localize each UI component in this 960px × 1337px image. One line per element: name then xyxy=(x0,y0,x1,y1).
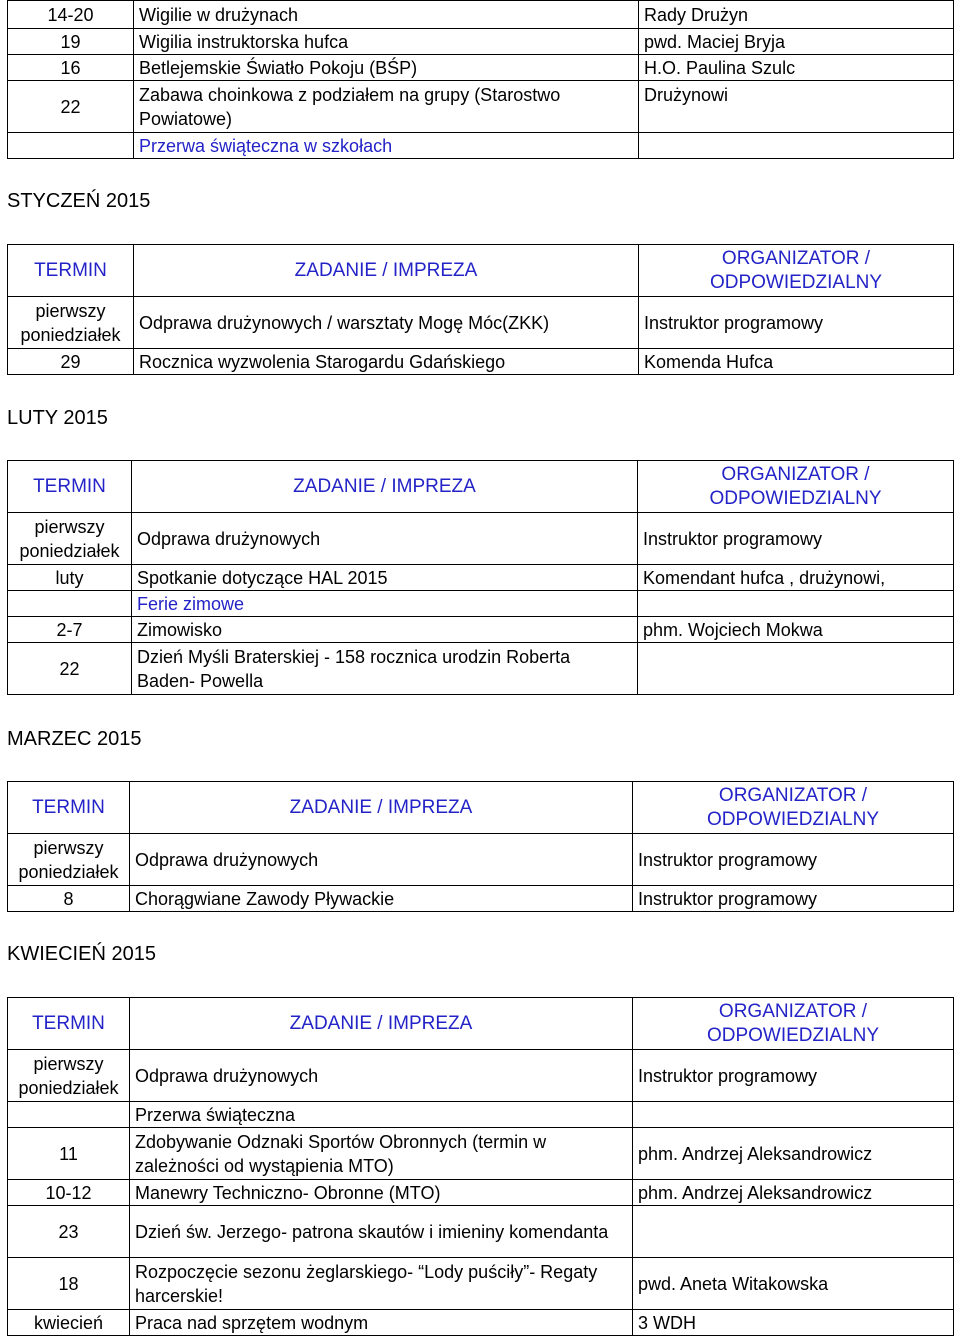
termin-cell: kwiecień xyxy=(8,1310,130,1336)
zadanie-cell: Wigilia instruktorska hufca xyxy=(134,29,639,55)
table-row xyxy=(8,565,954,591)
header-row xyxy=(8,782,954,834)
table-row xyxy=(8,1128,954,1180)
zadanie-cell: Zabawa choinkowa z podziałem na grupy (Starostwo Powiatowe) xyxy=(134,81,639,133)
table-row xyxy=(8,886,954,912)
december-table xyxy=(7,0,954,159)
organizator-cell: Instruktor programowy xyxy=(639,297,954,349)
zadanie-cell: Rocznica wyzwolenia Starogardu Gdańskiego xyxy=(134,349,639,375)
month-title-kwiecien: KWIECIEŃ 2015 xyxy=(7,943,156,965)
header-zadanie: ZADANIE / IMPREZA xyxy=(134,245,639,297)
styczen-table xyxy=(7,244,954,375)
header-organizator: ORGANIZATOR / ODPOWIEDZIALNY xyxy=(639,245,954,297)
termin-cell: 22 xyxy=(8,81,134,133)
header-organizator: ORGANIZATOR / ODPOWIEDZIALNY xyxy=(633,782,954,834)
organizator-cell xyxy=(638,591,954,617)
organizator-cell: phm. Wojciech Mokwa xyxy=(638,617,954,643)
luty-table xyxy=(7,460,954,695)
organizator-cell: Komenda Hufca xyxy=(639,349,954,375)
header-termin: TERMIN xyxy=(8,998,130,1050)
organizator-cell xyxy=(633,1206,954,1258)
kwiecien-table xyxy=(7,997,954,1336)
table-row xyxy=(8,617,954,643)
zadanie-cell: Wigilie w drużynach xyxy=(134,1,639,29)
table-row xyxy=(8,1258,954,1310)
termin-cell: pierwszy poniedziałek xyxy=(8,1050,130,1102)
termin-cell: luty xyxy=(8,565,132,591)
termin-cell: 2-7 xyxy=(8,617,132,643)
termin-cell xyxy=(8,133,134,159)
termin-cell: 19 xyxy=(8,29,134,55)
zadanie-cell: Spotkanie dotyczące HAL 2015 xyxy=(132,565,638,591)
organizator-cell: Drużynowi xyxy=(639,81,954,133)
organizator-cell xyxy=(639,133,954,159)
marzec-table xyxy=(7,781,954,912)
organizator-cell xyxy=(633,1102,954,1128)
month-title-luty: LUTY 2015 xyxy=(7,407,108,429)
organizator-cell: Instruktor programowy xyxy=(633,1050,954,1102)
zadanie-cell: Przerwa świąteczna xyxy=(130,1102,633,1128)
table-row xyxy=(8,1206,954,1258)
organizator-cell: pwd. Aneta Witakowska xyxy=(633,1258,954,1310)
table-row xyxy=(8,133,954,159)
table-row xyxy=(8,513,954,565)
table-row xyxy=(8,1102,954,1128)
table-row xyxy=(8,349,954,375)
organizator-cell: 3 WDH xyxy=(633,1310,954,1336)
termin-cell: pierwszy poniedziałek xyxy=(8,513,132,565)
termin-cell xyxy=(8,591,132,617)
zadanie-cell: Zimowisko xyxy=(132,617,638,643)
termin-cell: 23 xyxy=(8,1206,130,1258)
organizator-cell: pwd. Maciej Bryja xyxy=(639,29,954,55)
table-row xyxy=(8,834,954,886)
termin-cell: 18 xyxy=(8,1258,130,1310)
header-row xyxy=(8,461,954,513)
header-zadanie: ZADANIE / IMPREZA xyxy=(130,782,633,834)
organizator-cell: phm. Andrzej Aleksandrowicz xyxy=(633,1180,954,1206)
zadanie-cell: Zdobywanie Odznaki Sportów Obronnych (termin w zależności od wystąpienia MTO) xyxy=(130,1128,633,1180)
table-row xyxy=(8,81,954,133)
header-row xyxy=(8,245,954,297)
table-row xyxy=(8,1310,954,1336)
table-row xyxy=(8,591,954,617)
zadanie-cell: Dzień św. Jerzego- patrona skautów i imieniny komendanta xyxy=(130,1206,633,1258)
organizator-cell: Instruktor programowy xyxy=(638,513,954,565)
zadanie-cell: Praca nad sprzętem wodnym xyxy=(130,1310,633,1336)
organizator-cell xyxy=(638,643,954,695)
header-zadanie: ZADANIE / IMPREZA xyxy=(132,461,638,513)
table-row xyxy=(8,643,954,695)
header-termin: TERMIN xyxy=(8,782,130,834)
termin-cell: 11 xyxy=(8,1128,130,1180)
zadanie-cell: Betlejemskie Światło Pokoju (BŚP) xyxy=(134,55,639,81)
termin-cell: 16 xyxy=(8,55,134,81)
header-termin: TERMIN xyxy=(8,461,132,513)
zadanie-cell: Rozpoczęcie sezonu żeglarskiego- “Lody puściły”- Regaty harcerskie! xyxy=(130,1258,633,1310)
header-organizator: ORGANIZATOR / ODPOWIEDZIALNY xyxy=(638,461,954,513)
table-row xyxy=(8,297,954,349)
organizator-cell: Instruktor programowy xyxy=(633,834,954,886)
zadanie-cell: Dzień Myśli Braterskiej - 158 rocznica urodzin Roberta Baden- Powella xyxy=(132,643,638,695)
organizator-cell: Rady Drużyn xyxy=(639,1,954,29)
zadanie-cell: Manewry Techniczno- Obronne (MTO) xyxy=(130,1180,633,1206)
header-row xyxy=(8,998,954,1050)
termin-cell: 29 xyxy=(8,349,134,375)
table-row xyxy=(8,29,954,55)
organizator-cell: phm. Andrzej Aleksandrowicz xyxy=(633,1128,954,1180)
termin-cell: 22 xyxy=(8,643,132,695)
organizator-cell: H.O. Paulina Szulc xyxy=(639,55,954,81)
organizator-cell: Instruktor programowy xyxy=(633,886,954,912)
zadanie-cell: Przerwa świąteczna w szkołach xyxy=(134,133,639,159)
table-row xyxy=(8,1180,954,1206)
termin-cell: 14-20 xyxy=(8,1,134,29)
termin-cell: pierwszy poniedziałek xyxy=(8,834,130,886)
organizator-cell: Komendant hufca , drużynowi, xyxy=(638,565,954,591)
zadanie-cell: Chorągwiane Zawody Pływackie xyxy=(130,886,633,912)
header-zadanie: ZADANIE / IMPREZA xyxy=(130,998,633,1050)
table-row xyxy=(8,1050,954,1102)
termin-cell: 10-12 xyxy=(8,1180,130,1206)
zadanie-cell: Odprawa drużynowych xyxy=(130,834,633,886)
table-row xyxy=(8,1,954,29)
zadanie-cell: Odprawa drużynowych xyxy=(130,1050,633,1102)
termin-cell xyxy=(8,1102,130,1128)
table-row xyxy=(8,55,954,81)
month-title-styczen: STYCZEŃ 2015 xyxy=(7,190,151,212)
termin-cell: 8 xyxy=(8,886,130,912)
zadanie-cell: Odprawa drużynowych / warsztaty Mogę Móc(ZKK) xyxy=(134,297,639,349)
zadanie-cell: Ferie zimowe xyxy=(132,591,638,617)
month-title-marzec: MARZEC 2015 xyxy=(7,728,142,750)
zadanie-cell: Odprawa drużynowych xyxy=(132,513,638,565)
termin-cell: pierwszy poniedziałek xyxy=(8,297,134,349)
header-organizator: ORGANIZATOR / ODPOWIEDZIALNY xyxy=(633,998,954,1050)
header-termin: TERMIN xyxy=(8,245,134,297)
